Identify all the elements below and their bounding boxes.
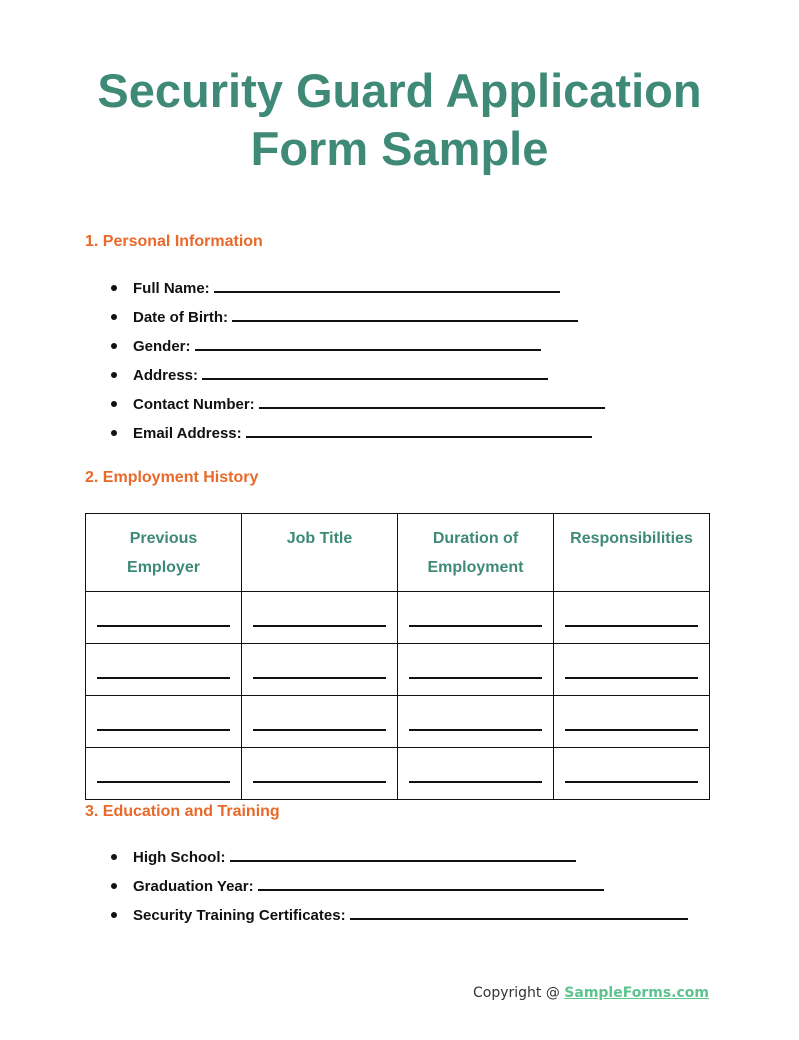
section-heading-personal: 1. Personal Information [85,233,263,250]
table-cell[interactable] [398,644,554,696]
header-previous-employer [86,514,242,592]
field-address [0,364,605,393]
personal-info-list [0,277,605,451]
section-heading-education: 3. Education and Training [85,803,280,820]
cell-blank-line[interactable] [97,781,230,783]
address-blank[interactable] [202,364,548,380]
table-header-row [86,514,710,592]
employment-history-table [85,513,710,800]
field-label: Contact Number: [133,396,255,413]
field-high-school [0,846,688,875]
field-label: Gender: [133,338,191,355]
full-name-blank[interactable] [214,277,560,293]
sampleforms-link[interactable]: SampleForms.com [564,985,709,1001]
field-label: Date of Birth: [133,309,228,326]
header-text: Employer [127,559,200,576]
copyright-text: Copyright @ [472,985,565,1001]
security-training-certificates-blank[interactable] [350,904,688,920]
header-text: Employment [427,559,524,576]
cell-blank-line[interactable] [565,781,698,783]
contact-number-blank[interactable] [259,393,605,409]
field-security-training-certificates [0,904,688,933]
header-duration [398,514,554,592]
page-title [0,62,799,178]
cell-blank-line[interactable] [565,677,698,679]
field-label: High School: [133,849,226,866]
table-cell[interactable] [398,696,554,748]
field-date-of-birth [0,306,605,335]
table-cell[interactable] [242,592,398,644]
section-heading-employment: 2. Employment History [85,469,259,486]
table-cell[interactable] [554,644,710,696]
header-text: Duration of [432,530,519,547]
high-school-blank[interactable] [230,846,576,862]
field-label: Security Training Certificates: [133,907,346,924]
table-row [86,748,710,800]
title-line-2: Form Sample [250,122,549,175]
cell-blank-line[interactable] [565,625,698,627]
table-row [86,696,710,748]
table-cell[interactable] [242,644,398,696]
date-of-birth-blank[interactable] [232,306,578,322]
footer-copyright [473,985,709,1001]
header-text: Job Title [286,530,353,547]
table-cell[interactable] [398,748,554,800]
header-responsibilities [554,514,710,592]
field-contact-number [0,393,605,422]
field-label: Email Address: [133,425,242,442]
field-full-name [0,277,605,306]
table-row [86,644,710,696]
cell-blank-line[interactable] [253,729,386,731]
table-cell[interactable] [86,592,242,644]
table-cell[interactable] [554,696,710,748]
cell-blank-line[interactable] [97,625,230,627]
field-email-address [0,422,605,451]
header-job-title [242,514,398,592]
table-cell[interactable] [86,748,242,800]
cell-blank-line[interactable] [253,677,386,679]
table-cell[interactable] [554,592,710,644]
table-cell[interactable] [242,696,398,748]
cell-blank-line[interactable] [253,625,386,627]
table-cell[interactable] [86,644,242,696]
cell-blank-line[interactable] [409,625,542,627]
table-row [86,592,710,644]
header-text: Responsibilities [570,530,693,547]
table-cell[interactable] [242,748,398,800]
field-graduation-year [0,875,688,904]
cell-blank-line[interactable] [409,781,542,783]
title-line-1: Security Guard Application [97,64,702,117]
gender-blank[interactable] [195,335,541,351]
cell-blank-line[interactable] [409,729,542,731]
field-label: Graduation Year: [133,878,254,895]
email-address-blank[interactable] [246,422,592,438]
cell-blank-line[interactable] [409,677,542,679]
cell-blank-line[interactable] [253,781,386,783]
cell-blank-line[interactable] [97,729,230,731]
table-cell[interactable] [398,592,554,644]
education-list [0,846,688,933]
graduation-year-blank[interactable] [258,875,604,891]
header-text: Previous [129,530,198,547]
table-cell[interactable] [554,748,710,800]
field-label: Address: [133,367,199,384]
cell-blank-line[interactable] [97,677,230,679]
field-gender [0,335,605,364]
cell-blank-line[interactable] [565,729,698,731]
field-label: Full Name: [133,280,210,297]
table-cell[interactable] [86,696,242,748]
